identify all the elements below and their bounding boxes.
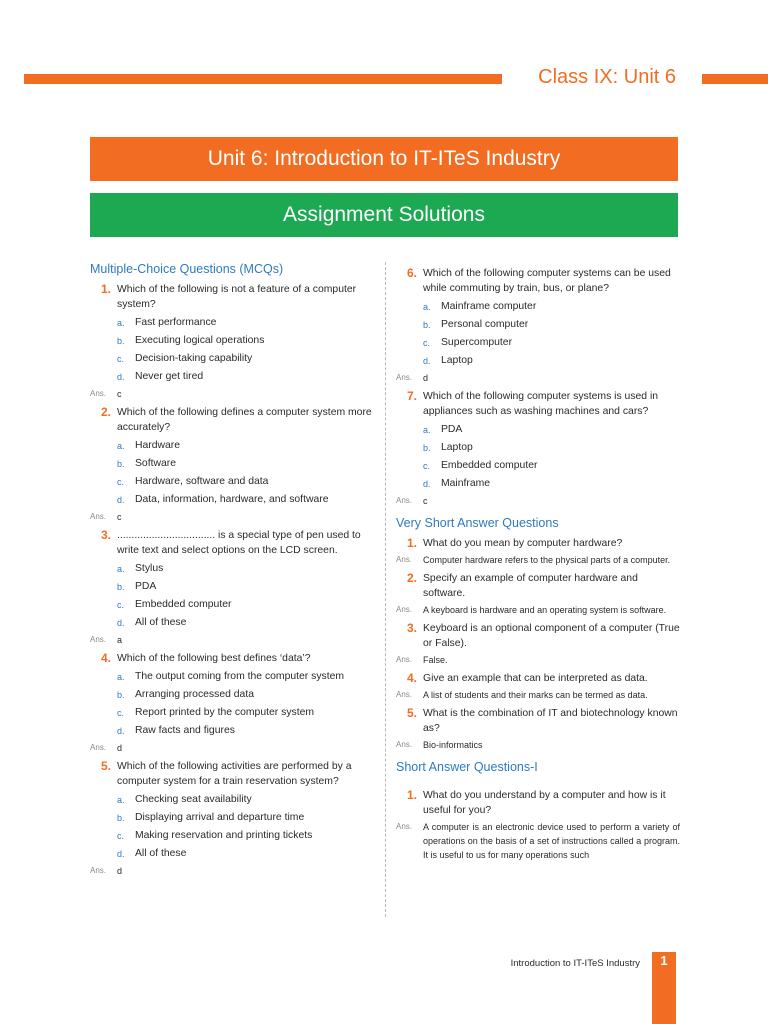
option-text: Embedded computer	[135, 599, 232, 610]
answer-label: Ans.	[396, 690, 413, 699]
option-letter: c.	[117, 600, 125, 610]
option-letter: d.	[423, 356, 431, 366]
option	[423, 316, 680, 334]
option-text: The output coming from the computer system	[135, 671, 345, 682]
answer-label: Ans.	[90, 743, 107, 752]
option-letter: c.	[423, 461, 431, 471]
answer-label: Ans.	[396, 822, 413, 831]
question	[90, 405, 374, 435]
option	[117, 455, 374, 473]
answer	[396, 653, 680, 667]
short-answer-list	[396, 788, 680, 862]
answer-label: Ans.	[90, 389, 107, 398]
option-text: Data, information, hardware, and software	[135, 494, 329, 505]
assignment-solutions-banner: Assignment Solutions	[90, 193, 678, 237]
very-short-answer-list	[396, 536, 680, 752]
option-letter: c.	[423, 338, 431, 348]
answer	[396, 494, 680, 508]
answer	[396, 738, 680, 752]
answer	[90, 864, 374, 878]
answer	[396, 688, 680, 702]
question	[396, 706, 680, 736]
answer-text: A keyboard is hardware and an operating system is software.	[423, 605, 667, 615]
question-number: 2.	[100, 405, 111, 419]
question	[90, 528, 374, 558]
answer	[90, 741, 374, 755]
question-text: Which of the following best defines ‘data’?	[117, 653, 311, 664]
option	[117, 578, 374, 596]
answer	[90, 510, 374, 524]
option-letter: d.	[117, 726, 125, 736]
answer-text: c	[423, 496, 428, 506]
option	[423, 457, 680, 475]
option	[117, 668, 374, 686]
option-letter: a.	[117, 318, 125, 328]
answer	[90, 387, 374, 401]
answer-text: a	[117, 635, 123, 645]
answer-label: Ans.	[396, 555, 413, 564]
option	[117, 686, 374, 704]
header-rule	[24, 74, 502, 84]
question	[396, 266, 680, 296]
option	[117, 722, 374, 740]
answer	[90, 633, 374, 647]
short-answer-heading: Short Answer Questions-I	[396, 760, 538, 774]
answer-label: Ans.	[90, 635, 107, 644]
option-letter: b.	[423, 320, 431, 330]
option-text: Raw facts and figures	[135, 725, 235, 736]
option-text: All of these	[135, 848, 187, 859]
class-unit-label: Class IX: Unit 6	[538, 66, 676, 88]
option-text: Displaying arrival and departure time	[135, 812, 305, 823]
option	[423, 334, 680, 352]
question-text: .................................. is a special type of pen used to write text and select options on the LCD screen.	[117, 530, 361, 556]
option	[117, 332, 374, 350]
page-number: 1	[660, 953, 668, 968]
question-number: 3.	[406, 621, 417, 635]
option-text: Mainframe	[441, 478, 491, 489]
question-number: 1.	[100, 282, 111, 296]
option-letter: a.	[117, 795, 125, 805]
option	[117, 704, 374, 722]
mcq-heading: Multiple-Choice Questions (MCQs)	[90, 262, 284, 276]
option-text: Mainframe computer	[441, 301, 537, 312]
answer-text: A list of students and their marks can be termed as data.	[423, 690, 648, 700]
question	[396, 389, 680, 419]
option-text: Arranging processed data	[135, 689, 254, 700]
answer-text: d	[423, 373, 429, 383]
option	[423, 439, 680, 457]
option	[117, 845, 374, 863]
unit-title-banner: Unit 6: Introduction to IT-ITeS Industry	[90, 137, 678, 181]
answer	[396, 603, 680, 617]
question-text: Specify an example of computer hardware and software.	[423, 573, 638, 599]
option-text: PDA	[135, 581, 157, 592]
option-letter: d.	[423, 479, 431, 489]
option-letter: b.	[117, 459, 125, 469]
question-number: 1.	[406, 536, 417, 550]
option-letter: b.	[117, 813, 125, 823]
option-letter: a.	[423, 425, 431, 435]
option	[117, 791, 374, 809]
option-letter: a.	[117, 441, 125, 451]
answer-label: Ans.	[90, 866, 107, 875]
answer	[396, 371, 680, 385]
answer-label: Ans.	[396, 496, 413, 505]
question	[396, 788, 680, 818]
answer-label: Ans.	[396, 655, 413, 664]
option-text: Hardware	[135, 440, 181, 451]
option	[423, 352, 680, 370]
question-number: 7.	[406, 389, 417, 403]
option-text: Supercomputer	[441, 337, 513, 348]
question-number: 3.	[100, 528, 111, 542]
answer-label: Ans.	[396, 740, 413, 749]
question	[396, 571, 680, 601]
answer-text: A computer is an electronic device used to perform a variety of operations on the basis of a set of instructions called a program. It is useful to us for many operations such	[423, 822, 680, 860]
option-text: Laptop	[441, 355, 473, 366]
option	[117, 350, 374, 368]
question-text: Which of the following defines a computer system more accurately?	[117, 407, 372, 433]
option	[117, 827, 374, 845]
answer-text: c	[117, 512, 122, 522]
question-text: Which of the following is not a feature of a computer system?	[117, 284, 357, 310]
question-text: Which of the following computer systems can be used while commuting by train, bus, or plane?	[423, 268, 671, 294]
option-text: Fast performance	[135, 317, 217, 328]
question-text: Keyboard is an optional component of a computer (True or False).	[423, 623, 680, 649]
question	[396, 536, 680, 551]
question	[90, 651, 374, 666]
answer-label: Ans.	[396, 605, 413, 614]
option-letter: d.	[117, 618, 125, 628]
option	[423, 421, 680, 439]
option-letter: a.	[117, 564, 125, 574]
option	[117, 560, 374, 578]
answer	[396, 820, 680, 862]
option-text: Embedded computer	[441, 460, 538, 471]
answer-text: d	[117, 743, 123, 753]
answer-text: Bio-informatics	[423, 740, 483, 750]
question-text: Which of the following computer systems is used in appliances such as washing machines and cars?	[423, 391, 659, 417]
question-number: 4.	[100, 651, 111, 665]
option-text: Making reservation and printing tickets	[135, 830, 313, 841]
option-text: Never get tired	[135, 371, 204, 382]
question	[90, 282, 374, 312]
option-letter: b.	[117, 690, 125, 700]
option-text: Personal computer	[441, 319, 529, 330]
option-text: Stylus	[135, 563, 164, 574]
footer-title: Introduction to IT-ITeS Industry	[510, 958, 640, 969]
option-text: Decision-taking capability	[135, 353, 253, 364]
option	[117, 473, 374, 491]
option-letter: a.	[423, 302, 431, 312]
question-text: Give an example that can be interpreted as data.	[423, 673, 648, 684]
option-letter: b.	[423, 443, 431, 453]
option-text: Checking seat availability	[135, 794, 252, 805]
answer	[396, 553, 680, 567]
option	[423, 298, 680, 316]
very-short-answer-heading: Very Short Answer Questions	[396, 516, 559, 530]
option-letter: d.	[117, 495, 125, 505]
option-letter: c.	[117, 354, 125, 364]
answer-text: d	[117, 866, 123, 876]
option-text: Report printed by the computer system	[135, 707, 315, 718]
option-letter: c.	[117, 477, 125, 487]
answer-text: c	[117, 389, 122, 399]
question	[396, 671, 680, 686]
question	[396, 621, 680, 651]
option	[117, 314, 374, 332]
option-text: PDA	[441, 424, 463, 435]
answer-text: False.	[423, 655, 448, 665]
option-letter: a.	[117, 672, 125, 682]
question-number: 1.	[406, 788, 417, 802]
question	[90, 759, 374, 789]
column-divider	[385, 262, 386, 917]
answer-text: Computer hardware refers to the physical parts of a computer.	[423, 555, 671, 565]
option	[423, 475, 680, 493]
option-letter: d.	[117, 372, 125, 382]
question-number: 6.	[406, 266, 417, 280]
option-text: Executing logical operations	[135, 335, 265, 346]
option-text: Software	[135, 458, 177, 469]
answer-label: Ans.	[90, 512, 107, 521]
option	[117, 368, 374, 386]
header-rule-stub	[702, 74, 768, 84]
option-letter: d.	[117, 849, 125, 859]
option-letter: b.	[117, 582, 125, 592]
option-letter: c.	[117, 831, 125, 841]
option	[117, 437, 374, 455]
option-text: Laptop	[441, 442, 473, 453]
option-text: Hardware, software and data	[135, 476, 269, 487]
option-letter: c.	[117, 708, 125, 718]
question-number: 5.	[100, 759, 111, 773]
option	[117, 809, 374, 827]
mcq-list-continued	[396, 266, 680, 508]
answer-label: Ans.	[396, 373, 413, 382]
question-number: 2.	[406, 571, 417, 585]
question-text: What is the combination of IT and biotechnology known as?	[423, 708, 678, 734]
question-number: 4.	[406, 671, 417, 685]
option-text: All of these	[135, 617, 187, 628]
right-column	[396, 262, 680, 865]
option-letter: b.	[117, 336, 125, 346]
option	[117, 491, 374, 509]
option	[117, 596, 374, 614]
mcq-list	[90, 282, 374, 878]
question-text: Which of the following activities are performed by a computer system for a train reservation system?	[117, 761, 352, 787]
question-text: What do you understand by a computer and how is it useful for you?	[423, 790, 666, 816]
option	[117, 614, 374, 632]
left-column	[90, 262, 374, 881]
question-number: 5.	[406, 706, 417, 720]
question-text: What do you mean by computer hardware?	[423, 538, 623, 549]
